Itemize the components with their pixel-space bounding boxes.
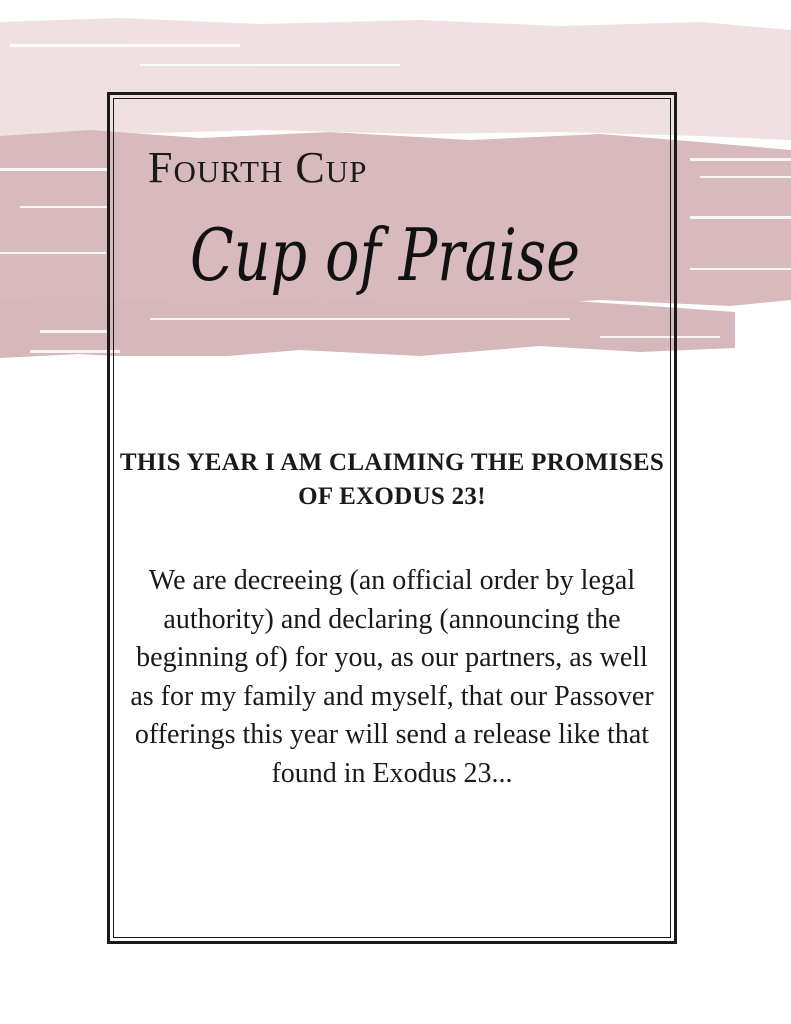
script-title — [180, 185, 600, 335]
script-title-text: Cup of Praise — [190, 213, 580, 297]
headline: THIS YEAR I AM CLAIMING THE PROMISES OF EXODUS 23! — [119, 449, 665, 510]
body-paragraph: We are decreeing (an official order by legal authority) and declaring (announcing the beginning of) for you, as our partners, as well as for my family and myself, that our Passover offerings this year will send a release like that found in Exodus 23... — [130, 565, 654, 789]
page-title: Fourth Cup — [148, 143, 368, 192]
